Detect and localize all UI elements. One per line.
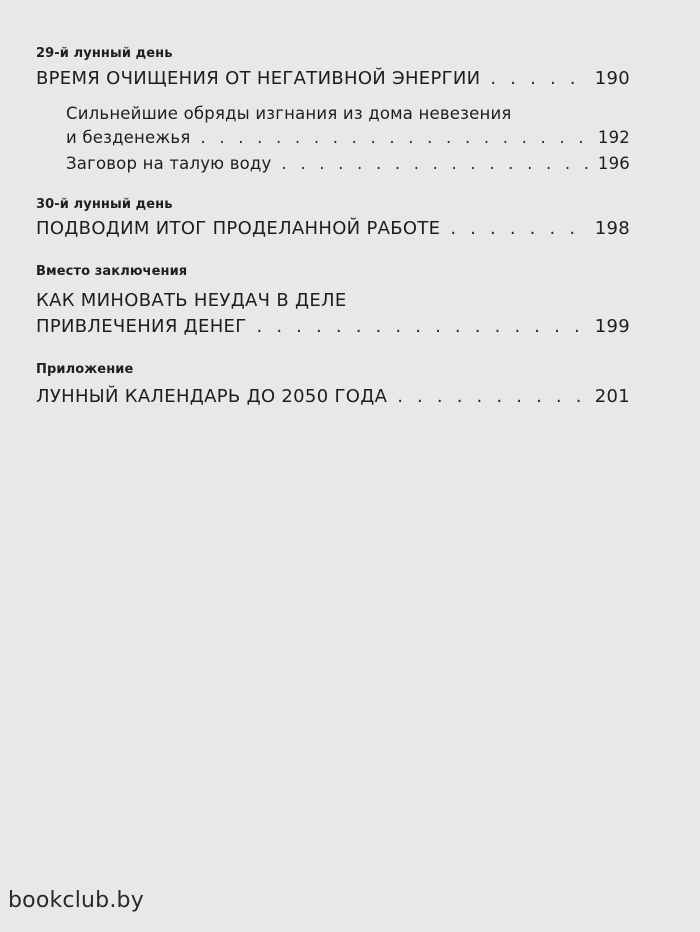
watermark-text: bookclub.by <box>8 888 144 913</box>
toc-entry-cleansing <box>36 68 630 89</box>
dot-leader <box>282 154 592 173</box>
toc-entry-title: ЛУННЫЙ КАЛЕНДАРЬ ДО 2050 ГОДА <box>36 386 388 407</box>
dot-leader <box>200 128 591 147</box>
dot-leader <box>256 316 588 337</box>
toc-entry-summary <box>36 218 630 239</box>
page-number: 192 <box>597 128 630 147</box>
section-label-conclusion: Вместо заключения <box>36 264 188 279</box>
section-label-day-29: 29-й лунный день <box>36 46 173 61</box>
toc-entry-title: ПОДВОДИМ ИТОГ ПРОДЕЛАННОЙ РАБОТЕ <box>36 218 441 239</box>
dot-leader <box>490 68 588 89</box>
toc-subentry-title-line2: и безденежья <box>66 128 191 147</box>
dot-leader <box>450 218 588 239</box>
section-label-day-30: 30-й лунный день <box>36 197 173 212</box>
toc-entry-title-line2: ПРИВЛЕЧЕНИЯ ДЕНЕГ <box>36 316 247 337</box>
toc-entry-title-line1: КАК МИНОВАТЬ НЕУДАЧ В ДЕЛЕ <box>36 290 347 311</box>
page-number: 201 <box>594 386 630 407</box>
page-number: 199 <box>594 316 630 337</box>
page-number: 198 <box>594 218 630 239</box>
section-label-appendix: Приложение <box>36 362 134 377</box>
toc-subentry-rituals <box>66 128 630 147</box>
toc-entry-title: ВРЕМЯ ОЧИЩЕНИЯ ОТ НЕГАТИВНОЙ ЭНЕРГИИ <box>36 68 481 89</box>
page-number: 190 <box>594 68 630 89</box>
dot-leader <box>397 386 589 407</box>
toc-entry-lunar-calendar <box>36 386 630 407</box>
toc-subentry-title-line1: Сильнейшие обряды изгнания из дома невезения <box>66 104 512 123</box>
toc-entry-avoid-failures <box>36 316 630 337</box>
toc-subentry-spell <box>66 154 630 173</box>
toc-subentry-title: Заговор на талую воду <box>66 154 272 173</box>
page-number: 196 <box>597 154 630 173</box>
